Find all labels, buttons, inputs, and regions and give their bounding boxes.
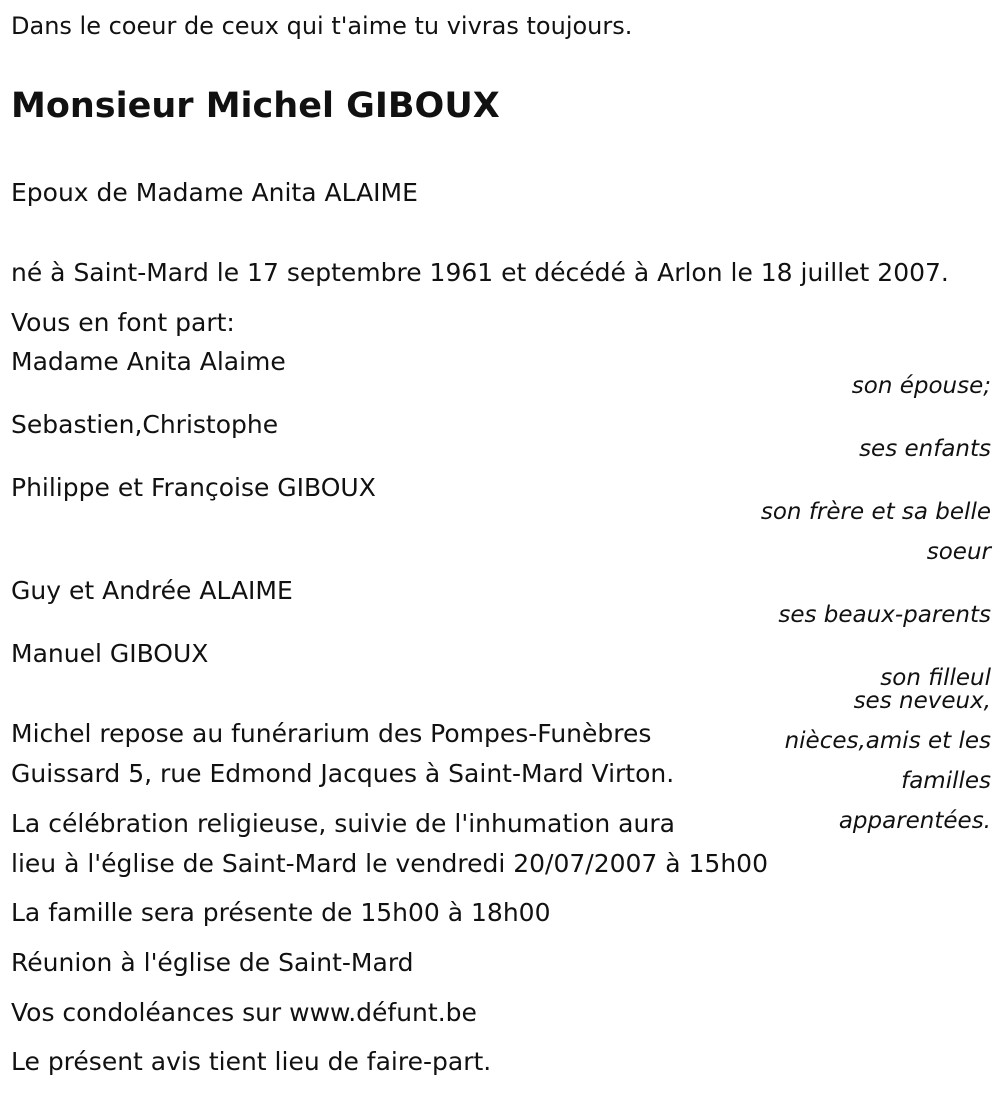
ceremony-line: La célébration religieuse, suivie de l'inhumation aura: [11, 809, 675, 838]
condolences-line: Vos condoléances sur www.défunt.be: [11, 998, 477, 1027]
family-member-name: Madame Anita Alaime: [11, 347, 286, 376]
meeting-line: Réunion à l'église de Saint-Mard: [11, 948, 414, 977]
others-relation: familles: [901, 768, 991, 794]
notice-line: Le présent avis tient lieu de faire-part.: [11, 1047, 492, 1076]
family-member-name: Manuel GIBOUX: [11, 639, 209, 668]
others-relation: ses neveux,: [853, 688, 991, 714]
deceased-name: Monsieur Michel GIBOUX: [11, 86, 500, 126]
family-member-relation: soeur: [926, 539, 991, 565]
ceremony-line: lieu à l'église de Saint-Mard le vendredi 20/07/2007 à 15h00: [11, 849, 768, 878]
funeral-home-line: Michel repose au funérarium des Pompes-Funèbres: [11, 719, 652, 748]
funeral-home-line: Guissard 5, rue Edmond Jacques à Saint-Mard Virton.: [11, 759, 675, 788]
others-relation: apparentées.: [838, 808, 991, 834]
family-member-name: Sebastien,Christophe: [11, 410, 279, 439]
intro-quote: Dans le coeur de ceux qui t'aime tu vivras toujours.: [11, 12, 633, 40]
family-member-relation: son filleul: [880, 665, 991, 691]
family-member-relation: ses enfants: [859, 436, 991, 462]
spouse-line: Epoux de Madame Anita ALAIME: [11, 178, 418, 207]
family-member-relation: son épouse;: [851, 373, 991, 399]
others-relation: nièces,amis et les: [784, 728, 991, 754]
family-member-relation: ses beaux-parents: [778, 602, 991, 628]
birth-death-line: né à Saint-Mard le 17 septembre 1961 et décédé à Arlon le 18 juillet 2007.: [11, 258, 949, 287]
family-member-name: Guy et Andrée ALAIME: [11, 576, 293, 605]
family-member-relation: son frère et sa belle: [760, 499, 991, 525]
family-presence-line: La famille sera présente de 15h00 à 18h00: [11, 898, 551, 927]
announce-line: Vous en font part:: [11, 308, 235, 337]
family-member-name: Philippe et Françoise GIBOUX: [11, 473, 376, 502]
